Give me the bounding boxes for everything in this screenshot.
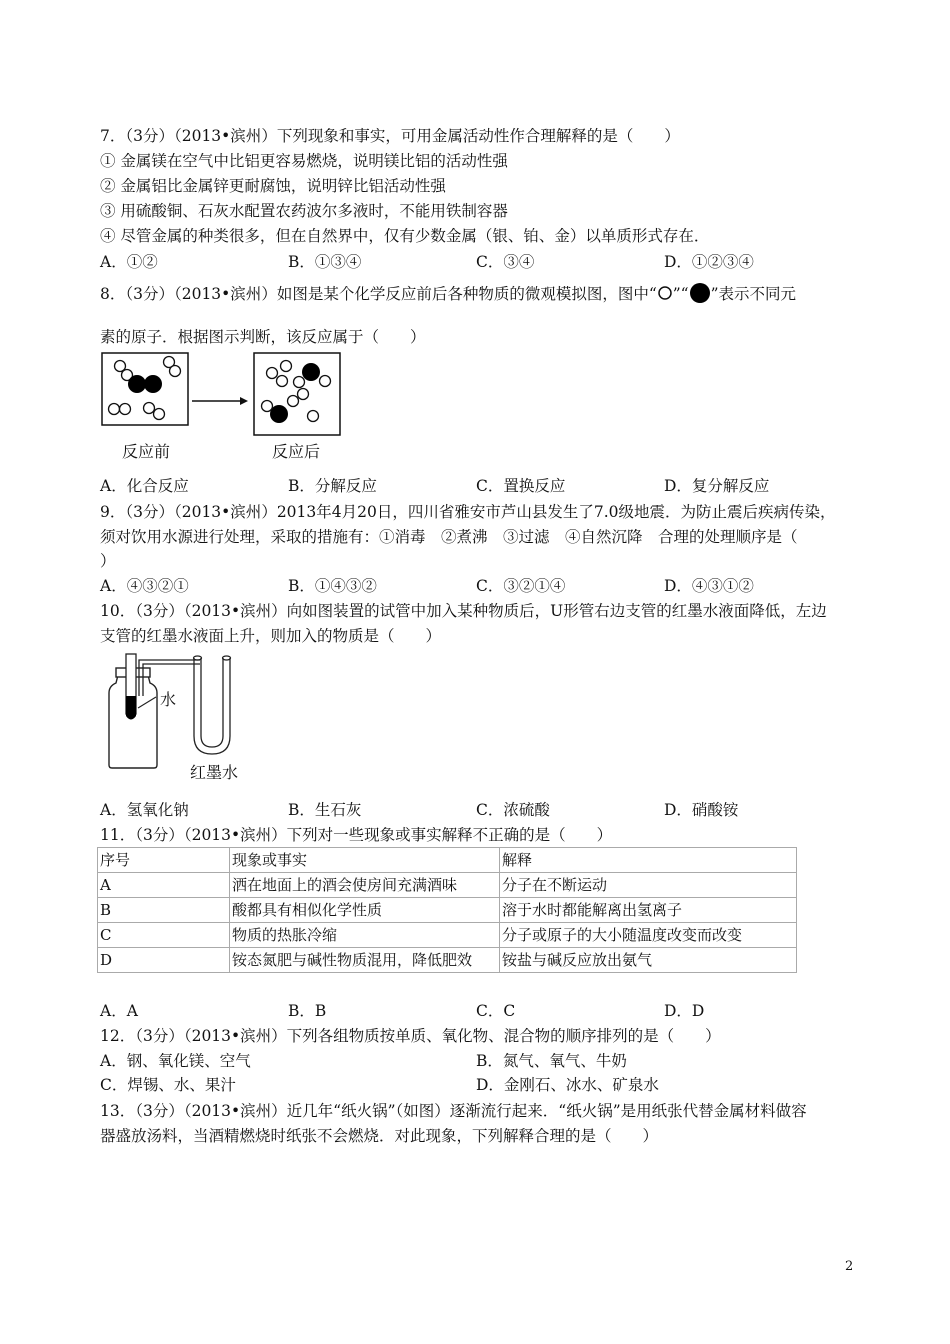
table-cell: 洒在地面上的酒会使房间充满酒味 [230, 873, 500, 898]
q7-option-d[interactable]: D．①②③④ [664, 253, 754, 271]
table-row [98, 948, 797, 973]
q8-option-b[interactable]: B．分解反应 [288, 477, 377, 495]
table-header-row [98, 848, 797, 873]
q11-option-d[interactable]: D．D [664, 1002, 705, 1020]
q8-stem-part-c: ”表示不同元 [710, 285, 797, 303]
table-row [98, 923, 797, 948]
black-atom-icon [689, 282, 711, 304]
q13-stem-line1: 13．（3分）（2013•滨州）近几年“纸火锅”（如图）逐渐流行起来．“纸火锅”是用纸张代替金属材料做容 [100, 1102, 807, 1120]
q7-item-3: ③ 用硫酸铜、石灰水配置农药波尔多液时，不能用铁制容器 [100, 202, 508, 220]
page-number: 2 [845, 1259, 854, 1274]
q9-option-a[interactable]: A．④③②① [100, 577, 189, 595]
q10-stem-line1: 10．（3分）（2013•滨州）向如图装置的试管中加入某种物质后，U形管右边支管的红墨水液面降低，左边 [100, 602, 827, 620]
q11-option-b[interactable]: B．B [288, 1002, 327, 1020]
q8-stem [100, 282, 796, 304]
test-tube [126, 654, 136, 720]
q10-option-b[interactable]: B．生石灰 [288, 801, 362, 819]
q8-option-d[interactable]: D．复分解反应 [664, 477, 770, 495]
q7-option-c[interactable]: C．③④ [476, 253, 535, 271]
table-cell: D [98, 948, 230, 973]
u-tube-apparatus [100, 648, 245, 773]
q9-stem-line2: 须对饮用水源进行处理，采取的措施有：①消毒 ②煮沸 ③过滤 ④自然沉降 合理的处理顺序是（ [100, 528, 798, 546]
table-row [98, 873, 797, 898]
before-box [102, 353, 188, 425]
table-header: 序号 [98, 848, 230, 873]
q10-option-d[interactable]: D．硝酸铵 [664, 801, 739, 819]
q9-option-b[interactable]: B．①④③② [288, 577, 377, 595]
label-before-reaction: 反应前 [122, 442, 171, 461]
table-cell: 物质的热胀冷缩 [230, 923, 500, 948]
q12-option-b[interactable]: B．氮气、氧气、牛奶 [476, 1052, 627, 1070]
q12-option-a[interactable]: A．钢、氧化镁、空气 [100, 1052, 251, 1070]
table-cell: 酸都具有相似化学性质 [230, 898, 500, 923]
q12-stem: 12．（3分）（2013•滨州）下列各组物质按单质、氧化物、混合物的顺序排列的是（ ） [100, 1027, 721, 1045]
reaction-arrow [192, 397, 248, 405]
label-after-reaction: 反应后 [272, 442, 321, 461]
table-cell: C [98, 923, 230, 948]
table-cell: 分子或原子的大小随温度改变而改变 [500, 923, 797, 948]
q8-stem-part-a: 8．（3分）（2013•滨州）如图是某个化学反应前后各种物质的微观模拟图，图中“ [100, 285, 657, 303]
q11-option-c[interactable]: C．C [476, 1002, 516, 1020]
q12-option-d[interactable]: D．金刚石、冰水、矿泉水 [476, 1076, 659, 1094]
table-row [98, 898, 797, 923]
q8-option-c[interactable]: C．置换反应 [476, 477, 566, 495]
label-water: 水 [160, 690, 177, 709]
table-cell: 铵态氮肥与碱性物质混用，降低肥效 [230, 948, 500, 973]
q7-option-a[interactable]: A．①② [100, 253, 158, 271]
q12-option-c[interactable]: C．焊锡、水、果汁 [100, 1076, 236, 1094]
table-header: 现象或事实 [230, 848, 500, 873]
q8-stem-line2: 素的原子．根据图示判断，该反应属于（ ） [100, 328, 426, 346]
label-red-ink: 红墨水 [190, 763, 239, 782]
q7-item-4: ④ 尽管金属的种类很多，但在自然界中，仅有少数金属（银、铂、金）以单质形式存在． [100, 227, 710, 245]
table-cell: 溶于水时都能解离出氢离子 [500, 898, 797, 923]
q7-option-b[interactable]: B．①③④ [288, 253, 362, 271]
q11-table [97, 847, 797, 973]
q7-item-2: ② 金属铝比金属锌更耐腐蚀，说明锌比铝活动性强 [100, 177, 446, 195]
table-header: 解释 [500, 848, 797, 873]
q9-stem-line1: 9．（3分）（2013•滨州）2013年4月20日，四川省雅安市芦山县发生了7.0级地震．为防止震后疾病传染， [100, 503, 836, 521]
q8-stem-part-b: ”“ [672, 285, 689, 303]
q7-stem: 7．（3分）（2013•滨州）下列现象和事实，可用金属活动性作合理解释的是（ ） [100, 127, 680, 145]
q7-item-1: ① 金属镁在空气中比铝更容易燃烧，说明镁比铝的活动性强 [100, 152, 508, 170]
water-pointer [138, 697, 156, 708]
q9-option-c[interactable]: C．③②①④ [476, 577, 566, 595]
q8-option-a[interactable]: A．化合反应 [100, 477, 189, 495]
table-cell: 铵盐与碱反应放出氨气 [500, 948, 797, 973]
q9-stem-line3: ） [100, 552, 116, 570]
q11-option-a[interactable]: A．A [100, 1002, 138, 1020]
table-cell: B [98, 898, 230, 923]
q13-stem-line2: 器盛放汤料，当酒精燃烧时纸张不会燃烧．对此现象，下列解释合理的是（ ） [100, 1127, 659, 1145]
u-tube [194, 656, 231, 754]
q10-option-a[interactable]: A．氢氧化钠 [100, 801, 189, 819]
q9-option-d[interactable]: D．④③①② [664, 577, 754, 595]
q11-stem: 11．（3分）（2013•滨州）下列对一些现象或事实解释不正确的是（ ） [100, 826, 613, 844]
after-box [254, 353, 340, 435]
table-cell: 分子在不断运动 [500, 873, 797, 898]
white-atom-icon [657, 285, 673, 301]
table-cell: A [98, 873, 230, 898]
q10-stem-line2: 支管的红墨水液面上升，则加入的物质是（ ） [100, 627, 442, 645]
q10-option-c[interactable]: C．浓硫酸 [476, 801, 550, 819]
